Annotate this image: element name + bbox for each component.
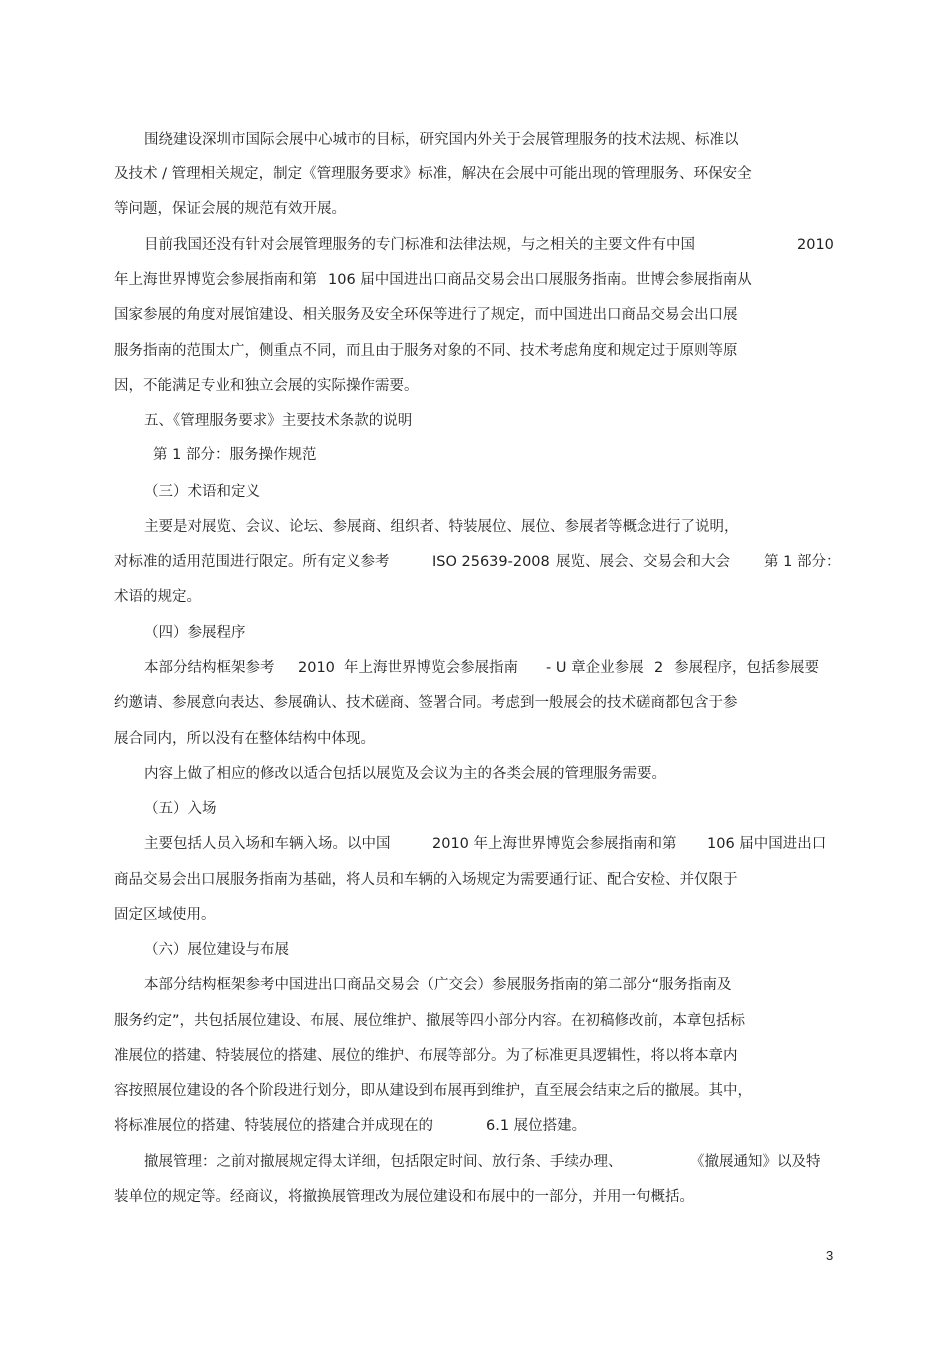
subsection-heading: （三）术语和定义 bbox=[144, 484, 260, 500]
text-line: 术语的规定。 bbox=[114, 589, 201, 605]
text-line: 及技术 / 管理相关规定，制定《管理服务要求》标准，解决在会展中可能出现的管理服务、环保安全 bbox=[114, 166, 752, 182]
text-line: 目前我国还没有针对会展管理服务的专门标准和法律法规，与之相关的主要文件有中国 bbox=[144, 237, 695, 253]
text-line: - U 章企业参展 bbox=[546, 660, 644, 676]
text-line: 固定区域使用。 bbox=[114, 907, 216, 923]
text-line: 106 届中国进出口商品交易会出口展服务指南。世博会参展指南从 bbox=[328, 272, 752, 288]
text-line: 商品交易会出口展服务指南为基础，将人员和车辆的入场规定为需要通行证、配合安检、并仅限于 bbox=[114, 872, 738, 888]
subsection-heading: 第 1 部分：服务操作规范 bbox=[153, 447, 317, 463]
text-line: 展览、展会、交易会和大会 bbox=[556, 554, 730, 570]
text-line: 内容上做了相应的修改以适合包括以展览及会议为主的各类会展的管理服务需要。 bbox=[144, 766, 666, 782]
text-line: 6.1 展位搭建。 bbox=[486, 1118, 587, 1134]
text-line: 主要包括人员入场和车辆入场。以中国 bbox=[144, 836, 391, 852]
subsection-heading: （四）参展程序 bbox=[144, 625, 246, 641]
text-line: 展合同内，所以没有在整体结构中体现。 bbox=[114, 731, 375, 747]
page-number: 3 bbox=[826, 1248, 834, 1263]
text-line: 围绕建设深圳市国际会展中心城市的目标，研究国内外关于会展管理服务的技术法规、标准以 bbox=[144, 132, 739, 148]
text-line: 2010 年上海世界博览会参展指南和第 bbox=[432, 836, 677, 852]
text-line: 因，不能满足专业和独立会展的实际操作需要。 bbox=[114, 378, 419, 394]
text-line: 2 bbox=[654, 660, 664, 676]
text-line: 年上海世界博览会参展指南和第 bbox=[114, 272, 317, 288]
text-line: 约邀请、参展意向表达、参展确认、技术磋商、签署合同。考虑到一般展会的技术磋商都包含于参 bbox=[114, 695, 738, 711]
text-line: 年上海世界博览会参展指南 bbox=[344, 660, 518, 676]
text-line: 主要是对展览、会议、论坛、参展商、组织者、特装展位、展位、参展者等概念进行了说明， bbox=[144, 519, 739, 535]
text-line: 服务指南的范围太广，侧重点不同，而且由于服务对象的不同、技术考虑角度和规定过于原则等原 bbox=[114, 343, 738, 359]
text-line: 对标准的适用范围进行限定。所有定义参考 bbox=[114, 554, 390, 570]
text-line: 106 届中国进出口 bbox=[707, 836, 827, 852]
text-line: 将标准展位的搭建、特装展位的搭建合并成现在的 bbox=[114, 1118, 433, 1134]
text-line: 国家参展的角度对展馆建设、相关服务及安全环保等进行了规定，而中国进出口商品交易会出口展 bbox=[114, 307, 738, 323]
text-line: 参展程序，包括参展要 bbox=[674, 660, 819, 676]
subsection-heading: （五）入场 bbox=[144, 801, 217, 817]
text-line: 容按照展位建设的各个阶段进行划分，即从建设到布展再到维护，直至展会结束之后的撤展。其中， bbox=[114, 1083, 752, 1099]
subsection-heading: （六）展位建设与布展 bbox=[144, 942, 289, 958]
text-line: 2010 bbox=[298, 660, 335, 676]
section-heading: 五、《管理服务要求》主要技术条款的说明 bbox=[144, 413, 413, 429]
text-line: ISO 25639-2008 bbox=[432, 554, 550, 570]
text-line: 装单位的规定等。经商议，将撤换展管理改为展位建设和布展中的一部分，并用一句概括。 bbox=[114, 1189, 694, 1205]
text-line: 等问题，保证会展的规范有效开展。 bbox=[114, 201, 346, 217]
text-line: 服务约定”，共包括展位建设、布展、展位维护、撤展等四小部分内容。在初稿修改前，本章包括标 bbox=[114, 1013, 746, 1029]
text-line: 本部分结构框架参考中国进出口商品交易会（广交会）参展服务指南的第二部分“服务指南及 bbox=[144, 977, 732, 993]
text-line: 《撤展通知》以及特 bbox=[690, 1154, 821, 1170]
text-line: 第 1 部分： bbox=[764, 554, 841, 570]
text-line: 准展位的搭建、特装展位的搭建、展位的维护、布展等部分。为了标准更具逻辑性，将以将本章内 bbox=[114, 1048, 738, 1064]
text-line: 撤展管理：之前对撤展规定得太详细，包括限定时间、放行条、手续办理、 bbox=[144, 1154, 623, 1170]
text-line: 2010 bbox=[797, 237, 834, 253]
text-line: 本部分结构框架参考 bbox=[144, 660, 275, 676]
